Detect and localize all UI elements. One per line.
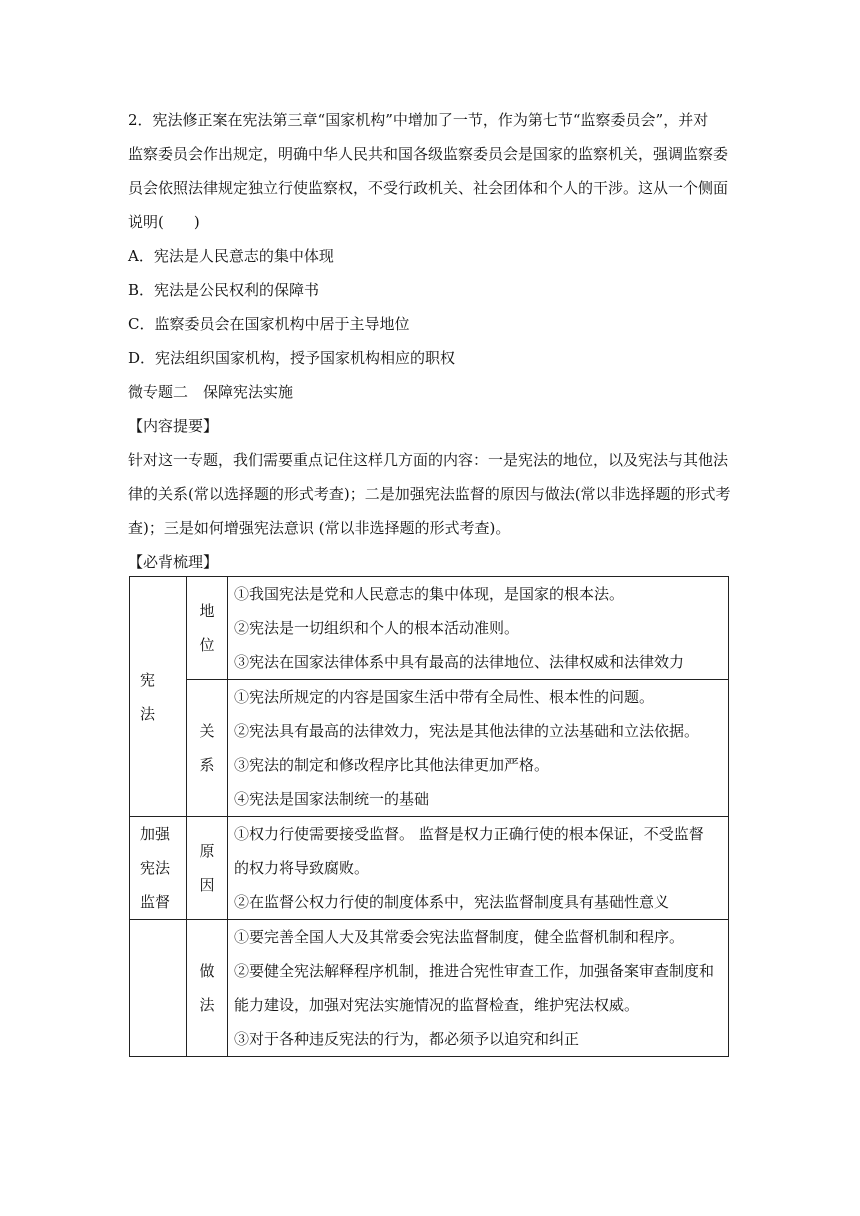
content-heading: 【内容提要】 xyxy=(128,417,219,435)
row-content-method xyxy=(228,920,729,1057)
list-item: ②宪法是一切组织和个人的根本活动准则。 xyxy=(234,619,520,637)
empty-group-cell xyxy=(130,920,187,1057)
table-row xyxy=(130,680,729,817)
row-content-status xyxy=(228,577,729,680)
row-label-reason: 原 因 xyxy=(187,817,228,920)
list-item: ②在监督公权力行使的制度体系中，宪法监督制度具有基础性意义 xyxy=(234,893,670,911)
content-line: 查)；三是如何增强宪法意识 (常以非选择题的形式考查)。 xyxy=(128,519,511,537)
group-label-constitution: 宪 法 xyxy=(130,577,187,817)
table-row xyxy=(130,920,729,1057)
row-content-reason xyxy=(228,817,729,920)
question-text-line: 员会依照法律规定独立行使监察权，不受行政机关、社会团体和个人的干涉。这从一个侧面 xyxy=(128,179,729,197)
content-line: 律的关系(常以选择题的形式考查)；二是加强宪法监督的原因与做法(常以非选择题的形式考 xyxy=(128,485,731,503)
list-item: ①我国宪法是党和人民意志的集中体现，是国家的根本法。 xyxy=(234,585,625,603)
row-label-status: 地 位 xyxy=(187,577,228,680)
review-table xyxy=(129,576,729,1057)
row-label-relation: 关 系 xyxy=(187,680,228,817)
option-b: B．宪法是公民权利的保障书 xyxy=(128,281,320,299)
table-row xyxy=(130,577,729,680)
content-line: 针对这一专题，我们需要重点记住这样几方面的内容：一是宪法的地位，以及宪法与其他法 xyxy=(128,451,729,469)
option-a: A．宪法是人民意志的集中体现 xyxy=(128,247,334,265)
list-item: ②宪法具有最高的法律效力，宪法是其他法律的立法基础和立法依据。 xyxy=(234,722,700,740)
option-c: C．监察委员会在国家机构中居于主导地位 xyxy=(128,315,410,333)
question-text-line: 说明( ) xyxy=(128,213,200,231)
list-item: 能力建设，加强对宪法实施情况的监督检查，维护宪法权威。 xyxy=(234,996,640,1014)
group-label-supervision: 加强 宪法 监督 xyxy=(130,817,187,920)
question-text-line: 2．宪法修正案在宪法第三章“国家机构”中增加了一节，作为第七节“监察委员会”，并对 xyxy=(128,111,709,129)
row-label-method: 做 法 xyxy=(187,920,228,1057)
list-item: ③对于各种违反宪法的行为，都必须予以追究和纠正 xyxy=(234,1030,580,1048)
list-item: ②要健全宪法解释程序机制，推进合宪性审查工作，加强备案审查制度和 xyxy=(234,962,715,980)
list-item: ③宪法的制定和修改程序比其他法律更加严格。 xyxy=(234,756,550,774)
list-item: ④宪法是国家法制统一的基础 xyxy=(234,790,430,808)
table-row xyxy=(130,817,729,920)
review-heading: 【必背梳理】 xyxy=(128,553,219,571)
topic-title: 微专题二 保障宪法实施 xyxy=(128,383,294,401)
row-content-relation xyxy=(228,680,729,817)
list-item: ①权力行使需要接受监督。 监督是权力正确行使的根本保证，不受监督 xyxy=(234,825,704,843)
question-text-line: 监察委员会作出规定，明确中华人民共和国各级监察委员会是国家的监察机关，强调监察委 xyxy=(128,145,729,163)
list-item: ③宪法在国家法律体系中具有最高的法律地位、法律权威和法律效力 xyxy=(234,653,685,671)
list-item: ①要完善全国人大及其常委会宪法监督制度，健全监督机制和程序。 xyxy=(234,928,685,946)
option-d: D．宪法组织国家机构，授予国家机构相应的职权 xyxy=(128,349,456,367)
list-item: ①宪法所规定的内容是国家生活中带有全局性、根本性的问题。 xyxy=(234,688,655,706)
list-item: 的权力将导致腐败。 xyxy=(234,859,370,877)
